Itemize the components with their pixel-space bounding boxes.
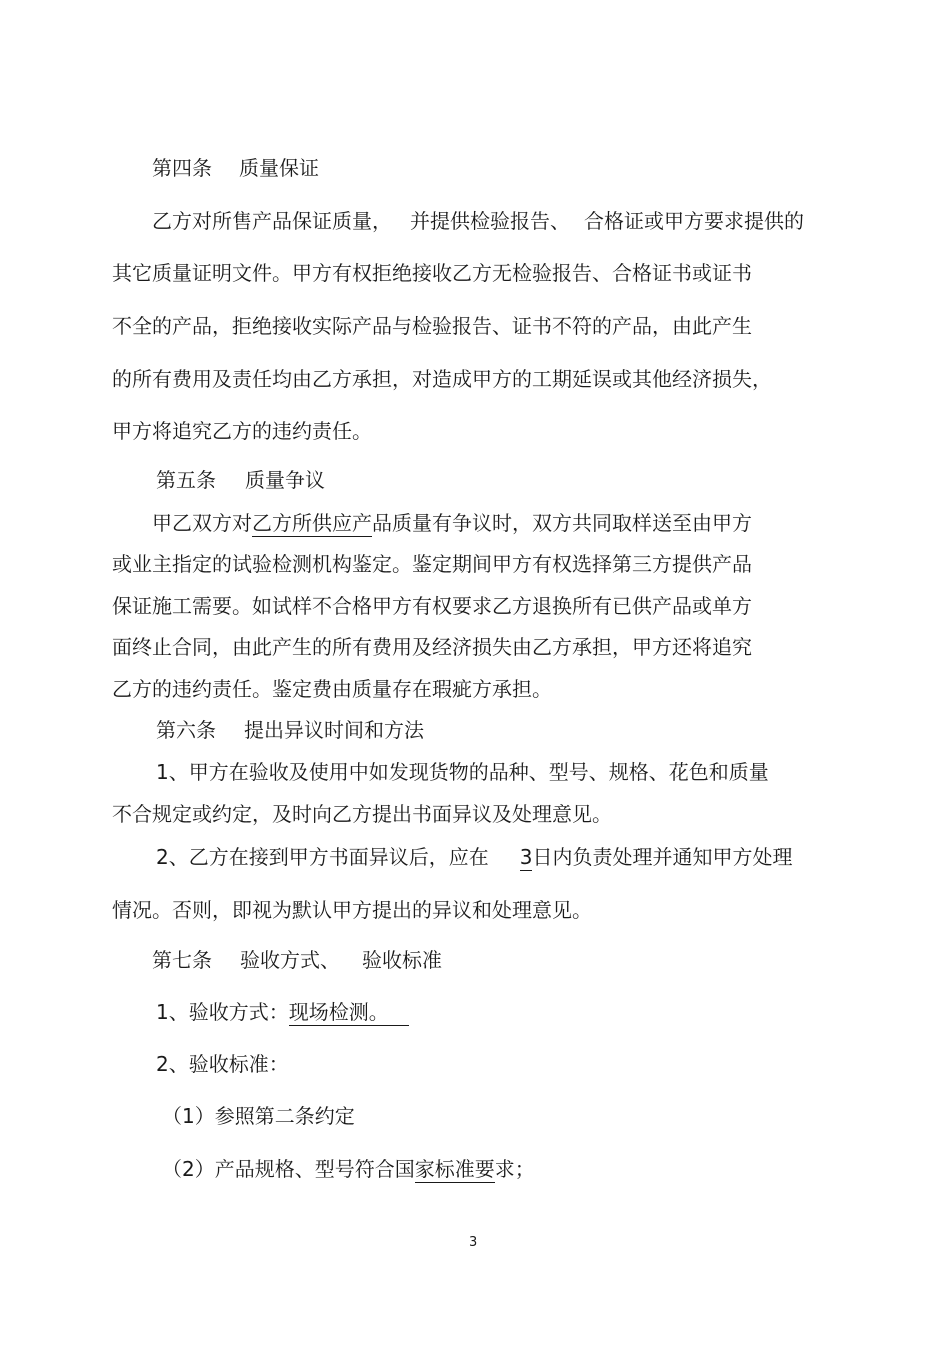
- article-7-heading: [152, 948, 442, 972]
- text-segment: 乙方对所售产品保证质量，: [152, 209, 392, 233]
- days-value: 3: [519, 845, 533, 869]
- article-6-heading: [156, 718, 424, 742]
- article-4-heading: [152, 156, 319, 180]
- article-number: 第七条: [152, 948, 212, 972]
- article-6-para-1-line-2: 不合规定或约定，及时向乙方提出书面异议及处理意见。: [112, 802, 612, 826]
- text-segment: 2、乙方在接到甲方书面异议后，应在: [156, 845, 489, 869]
- standard-item-1: （1）参照第二条约定: [162, 1104, 355, 1128]
- text-segment: 合格证或甲方要求提供的: [584, 209, 804, 233]
- article-5-line-5: 乙方的违约责任。鉴定费由质量存在瑕疵方承担。: [112, 677, 552, 701]
- article-6-para-2-line-1: [156, 845, 792, 869]
- text-segment: （2）产品规格、型号符合国: [162, 1157, 415, 1181]
- acceptance-method-label: 1、验收方式：: [156, 1000, 289, 1024]
- text-segment: 求；: [494, 1157, 535, 1181]
- article-5-line-2: 或业主指定的试验检测机构鉴定。鉴定期间甲方有权选择第三方提供产品: [112, 552, 752, 576]
- article-4-line-3: 不全的产品，拒绝接收实际产品与检验报告、证书不符的产品，由此产生: [112, 314, 752, 338]
- article-5-line-4: 面终止合同，由此产生的所有费用及经济损失由乙方承担，甲方还将追究: [112, 635, 752, 659]
- text-segment: 日内负责处理并通知甲方处理: [532, 845, 793, 869]
- article-number: 第四条: [152, 156, 212, 180]
- article-number: 第六条: [156, 718, 216, 742]
- article-4-line-4: 的所有费用及责任均由乙方承担，对造成甲方的工期延误或其他经济损失，: [112, 367, 772, 391]
- text-segment: 品质量有争议时，双方共同取样送至由甲方: [372, 511, 752, 535]
- article-4-line-1: [152, 209, 804, 233]
- article-5-line-3: 保证施工需要。如试样不合格甲方有权要求乙方退换所有已供产品或单方: [112, 594, 752, 618]
- acceptance-method-value: 现场检测。: [289, 1000, 409, 1026]
- text-segment: 并提供检验报告、: [410, 209, 570, 233]
- article-6-para-1-line-1: 1、甲方在验收及使用中如发现货物的品种、型号、规格、花色和质量: [156, 760, 769, 784]
- article-title: 提出异议时间和方法: [244, 718, 424, 742]
- acceptance-method: [156, 1000, 409, 1024]
- text-segment: 甲乙双方对: [152, 511, 252, 535]
- standard-item-2: [162, 1157, 535, 1181]
- article-5-line-1: [152, 511, 752, 535]
- underlined-text: 家标准要: [414, 1157, 495, 1181]
- article-title-1: 验收方式、: [240, 948, 340, 972]
- underlined-text: 乙方所供应产: [252, 511, 372, 535]
- article-title-2: 验收标准: [362, 948, 442, 972]
- acceptance-standard-label: 2、验收标准：: [156, 1052, 289, 1076]
- article-title: 质量争议: [245, 468, 325, 492]
- article-4-line-2: 其它质量证明文件。甲方有权拒绝接收乙方无检验报告、合格证书或证书: [112, 261, 752, 285]
- article-4-line-5: 甲方将追究乙方的违约责任。: [112, 419, 372, 443]
- page-number: 3: [469, 1235, 478, 1250]
- article-5-heading: [156, 468, 325, 492]
- article-6-para-2-line-2: 情况。否则，即视为默认甲方提出的异议和处理意见。: [112, 898, 592, 922]
- article-number: 第五条: [156, 468, 216, 492]
- article-title: 质量保证: [239, 156, 319, 180]
